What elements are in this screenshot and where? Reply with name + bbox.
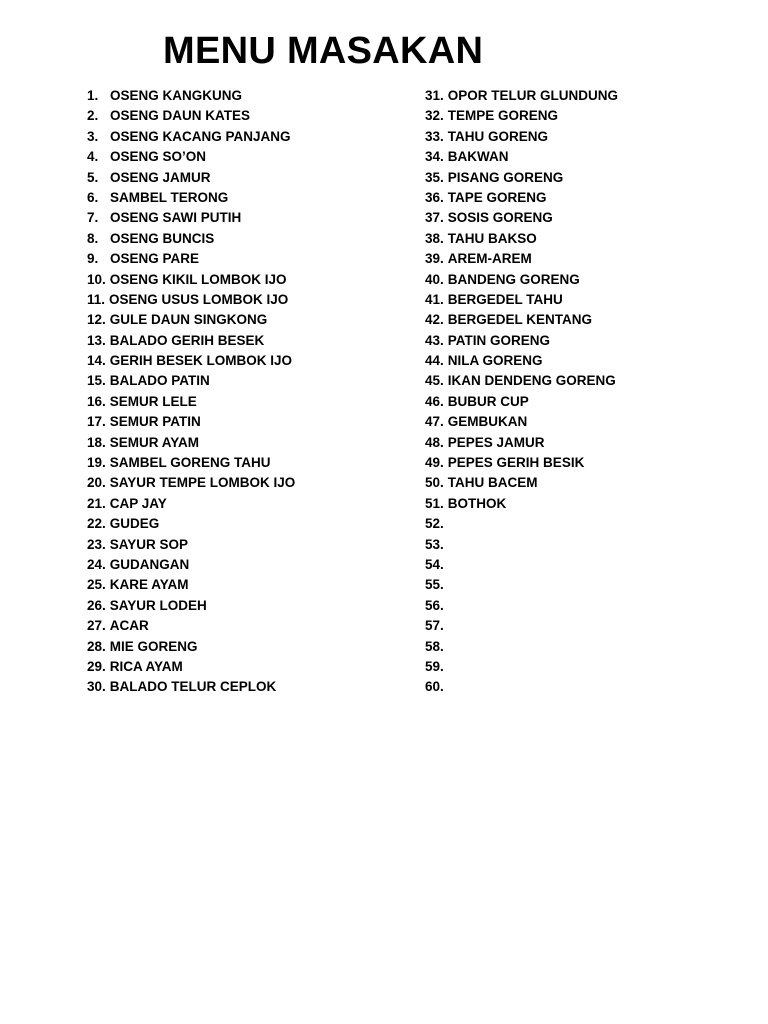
- menu-item-number: 59.: [425, 658, 444, 674]
- menu-item-number: 51.: [425, 495, 444, 511]
- menu-item-label: TAHU BAKSO: [447, 230, 537, 246]
- menu-item: [425, 208, 745, 228]
- menu-item-label: SEMUR LELE: [109, 393, 197, 409]
- menu-item-number: 38.: [425, 230, 444, 246]
- menu-item-label: SAYUR TEMPE LOMBOK IJO: [109, 475, 296, 491]
- menu-item-label: CAP JAY: [109, 495, 167, 511]
- menu-item: [87, 657, 407, 677]
- menu-item: [87, 106, 407, 126]
- menu-item: [425, 473, 745, 493]
- menu-item-label: PISANG GORENG: [447, 169, 564, 185]
- menu-item-label: TAHU BACEM: [447, 475, 538, 491]
- menu-item-number: 3.: [87, 128, 99, 144]
- menu-item-label: OSENG PARE: [110, 251, 200, 267]
- menu-item-number: 17.: [87, 414, 106, 430]
- menu-item-number: 22.: [87, 516, 106, 532]
- menu-item-label: PEPES GERIH BESIK: [447, 455, 585, 471]
- menu-item-label: BOTHOK: [447, 495, 507, 511]
- menu-item: [425, 433, 745, 453]
- menu-item-label: OSENG BUNCIS: [110, 230, 215, 246]
- menu-item: [425, 637, 745, 657]
- menu-item-label: OSENG SAWI PUTIH: [110, 210, 242, 226]
- menu-item: [87, 371, 407, 391]
- menu-item-label: BANDENG GORENG: [447, 271, 580, 287]
- menu-item-number: 41.: [425, 291, 444, 307]
- menu-item-number: 30.: [87, 679, 106, 695]
- menu-item-number: 29.: [87, 658, 106, 674]
- menu-item-number: 60.: [425, 679, 444, 695]
- menu-item-number: 14.: [87, 353, 106, 369]
- menu-item: [87, 351, 407, 371]
- menu-item-label: OSENG KANGKUNG: [110, 88, 243, 103]
- menu-item-label: GUDEG: [109, 516, 160, 532]
- menu-item: [425, 229, 745, 249]
- menu-item-number: 1.: [87, 88, 99, 103]
- menu-item: [87, 514, 407, 534]
- menu-item: [425, 412, 745, 432]
- menu-item-label: OSENG SO’ON: [110, 149, 207, 165]
- menu-item: [87, 433, 407, 453]
- menu-item-number: 32.: [425, 108, 444, 124]
- menu-item-number: 8.: [87, 230, 99, 246]
- menu-item: [87, 208, 407, 228]
- menu-item-label: BALADO TELUR CEPLOK: [109, 679, 277, 695]
- menu-item: [425, 657, 745, 677]
- menu-item: [87, 147, 407, 167]
- menu-item: [425, 616, 745, 636]
- menu-item: [87, 127, 407, 147]
- menu-item-number: 52.: [425, 516, 444, 532]
- menu-item-number: 24.: [87, 556, 106, 572]
- menu-item-label: TEMPE GORENG: [447, 108, 559, 124]
- menu-item: [87, 555, 407, 575]
- menu-item: [87, 290, 407, 310]
- menu-item-label: SAMBEL TERONG: [110, 189, 229, 205]
- menu-item-number: 9.: [87, 251, 99, 267]
- menu-item-number: 56.: [425, 597, 444, 613]
- menu-item-number: 39.: [425, 251, 444, 267]
- menu-item: [87, 249, 407, 269]
- menu-item: [87, 616, 407, 636]
- menu-item-number: 49.: [425, 455, 444, 471]
- menu-item-label: SEMUR PATIN: [109, 414, 201, 430]
- menu-item-label: NILA GORENG: [447, 353, 543, 369]
- menu-item-number: 11.: [87, 291, 106, 307]
- menu-item: [425, 453, 745, 473]
- menu-item: [425, 331, 745, 351]
- menu-item-number: 47.: [425, 414, 444, 430]
- menu-item: [425, 596, 745, 616]
- menu-item-number: 50.: [425, 475, 444, 491]
- menu-item-label: PATIN GORENG: [447, 332, 551, 348]
- menu-item-number: 10.: [87, 271, 106, 287]
- menu-item: [87, 473, 407, 493]
- menu-item-number: 4.: [87, 149, 99, 165]
- menu-item: [425, 535, 745, 555]
- menu-item: [87, 596, 407, 616]
- menu-item-label: OSENG USUS LOMBOK IJO: [109, 291, 289, 307]
- menu-item-label: TAHU GORENG: [447, 128, 549, 144]
- menu-item-label: BUBUR CUP: [447, 393, 529, 409]
- menu-item-number: 18.: [87, 434, 106, 450]
- menu-item-label: SAYUR LODEH: [109, 597, 207, 613]
- menu-item-label: TAPE GORENG: [447, 189, 547, 205]
- menu-item-label: SEMUR AYAM: [109, 434, 200, 450]
- menu-item-label: BERGEDEL KENTANG: [447, 312, 593, 328]
- menu-item-label: BALADO GERIH BESEK: [109, 332, 265, 348]
- menu-item-number: 54.: [425, 556, 444, 572]
- menu-item: [425, 270, 745, 290]
- menu-item: [425, 147, 745, 167]
- menu-item-number: 35.: [425, 169, 444, 185]
- menu-item-label: ACAR: [109, 618, 149, 634]
- menu-item-label: GEMBUKAN: [447, 414, 528, 430]
- menu-item: [87, 494, 407, 514]
- menu-item-number: 23.: [87, 536, 106, 552]
- menu-list-left: [87, 86, 407, 698]
- menu-item: [87, 575, 407, 595]
- menu-item: [425, 494, 745, 514]
- menu-item-number: 55.: [425, 577, 444, 593]
- menu-item-number: 5.: [87, 169, 99, 185]
- menu-item-number: 21.: [87, 495, 106, 511]
- menu-item-number: 2.: [87, 108, 99, 124]
- menu-item-number: 13.: [87, 332, 106, 348]
- menu-item: [87, 412, 407, 432]
- menu-item: [425, 514, 745, 534]
- menu-item: [425, 310, 745, 330]
- menu-item: [87, 331, 407, 351]
- menu-item-number: 37.: [425, 210, 444, 226]
- menu-item-label: GULE DAUN SINGKONG: [109, 312, 268, 328]
- menu-item: [87, 535, 407, 555]
- menu-item-number: 48.: [425, 434, 444, 450]
- menu-item: [87, 188, 407, 208]
- menu-item-number: 19.: [87, 455, 106, 471]
- menu-item-label: OSENG JAMUR: [110, 169, 211, 185]
- menu-item-label: SAMBEL GORENG TAHU: [109, 455, 271, 471]
- menu-item: [425, 677, 745, 697]
- menu-item-label: IKAN DENDENG GORENG: [447, 373, 616, 389]
- menu-item-number: 20.: [87, 475, 106, 491]
- menu-list-right: [425, 86, 745, 698]
- menu-item-label: KARE AYAM: [109, 577, 189, 593]
- menu-item-label: BERGEDEL TAHU: [447, 291, 563, 307]
- menu-item: [425, 188, 745, 208]
- menu-item: [87, 677, 407, 697]
- menu-item-number: 6.: [87, 189, 99, 205]
- menu-item-number: 58.: [425, 638, 444, 654]
- menu-item-label: GUDANGAN: [109, 556, 190, 572]
- menu-item: [87, 392, 407, 412]
- menu-item-label: GERIH BESEK LOMBOK IJO: [109, 353, 293, 369]
- menu-item: [87, 637, 407, 657]
- menu-item-number: 26.: [87, 597, 106, 613]
- menu-item-label: SAYUR SOP: [109, 536, 189, 552]
- menu-item: [425, 127, 745, 147]
- menu-item-number: 25.: [87, 577, 106, 593]
- menu-item: [425, 249, 745, 269]
- menu-item: [87, 168, 407, 188]
- menu-item-number: 46.: [425, 393, 444, 409]
- menu-item: [87, 310, 407, 330]
- menu-item-label: OPOR TELUR GLUNDUNG: [447, 88, 619, 103]
- menu-item-number: 15.: [87, 373, 106, 389]
- menu-item-number: 12.: [87, 312, 106, 328]
- menu-item: [425, 351, 745, 371]
- menu-item-number: 44.: [425, 353, 444, 369]
- menu-item-label: BALADO PATIN: [109, 373, 210, 389]
- menu-item-number: 33.: [425, 128, 444, 144]
- menu-item-number: 40.: [425, 271, 444, 287]
- menu-item: [425, 392, 745, 412]
- menu-item: [425, 106, 745, 126]
- menu-item-label: OSENG KACANG PANJANG: [110, 128, 291, 144]
- menu-item: [425, 575, 745, 595]
- menu-item-number: 16.: [87, 393, 106, 409]
- menu-item-label: OSENG DAUN KATES: [110, 108, 251, 124]
- menu-item-number: 27.: [87, 618, 106, 634]
- menu-item: [425, 290, 745, 310]
- menu-item-label: PEPES JAMUR: [447, 434, 545, 450]
- menu-item-number: 34.: [425, 149, 444, 165]
- menu-item: [87, 453, 407, 473]
- menu-item-label: RICA AYAM: [109, 658, 183, 674]
- menu-item-label: BAKWAN: [447, 149, 509, 165]
- menu-item: [425, 371, 745, 391]
- menu-item-label: MIE GORENG: [109, 638, 198, 654]
- menu-item-label: SOSIS GORENG: [447, 210, 553, 226]
- menu-item-number: 53.: [425, 536, 444, 552]
- menu-item: [425, 168, 745, 188]
- menu-item-number: 45.: [425, 373, 444, 389]
- menu-item-number: 57.: [425, 618, 444, 634]
- menu-item-number: 43.: [425, 332, 444, 348]
- menu-item-label: OSENG KIKIL LOMBOK IJO: [109, 271, 287, 287]
- menu-item: [87, 270, 407, 290]
- menu-item-number: 28.: [87, 638, 106, 654]
- menu-item-number: 7.: [87, 210, 99, 226]
- page-title: MENU MASAKAN: [163, 30, 484, 72]
- menu-item-label: AREM-AREM: [447, 251, 532, 267]
- menu-item: [87, 229, 407, 249]
- menu-item: [425, 555, 745, 575]
- menu-item: [425, 86, 745, 106]
- menu-item-number: 31.: [425, 88, 444, 103]
- menu-item-number: 42.: [425, 312, 444, 328]
- menu-item: [87, 86, 407, 106]
- menu-item-number: 36.: [425, 189, 444, 205]
